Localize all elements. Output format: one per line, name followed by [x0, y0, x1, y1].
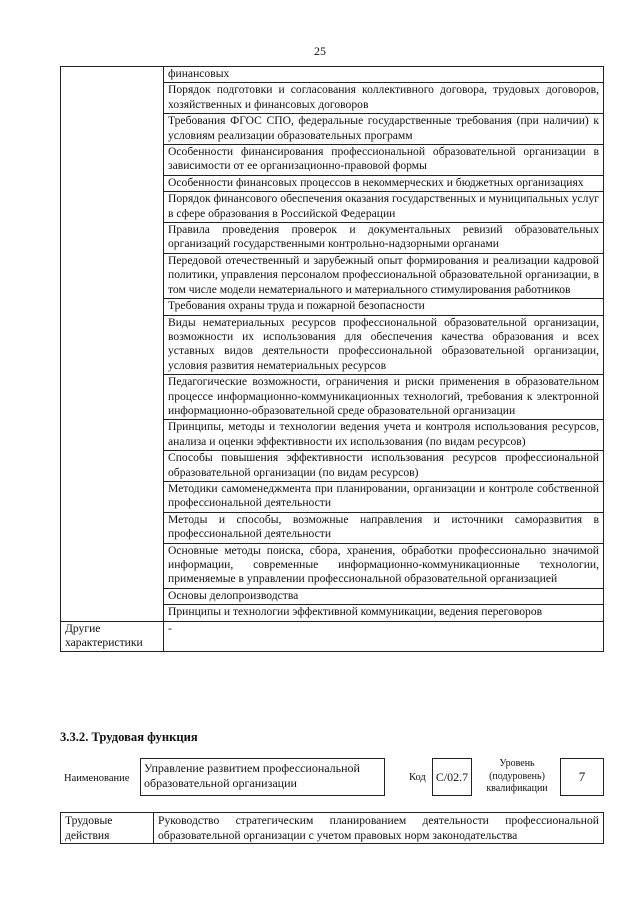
knowledge-item: Требования охраны труда и пожарной безопасности: [164, 299, 604, 315]
knowledge-item: Основы делопроизводства: [164, 588, 604, 604]
labor-action-item: Руководство стратегическим планированием деятельности профессиональной образовательной организации с учетом правовых норм законодательства: [154, 813, 604, 844]
knowledge-item: Виды нематериальных ресурсов профессиональной образовательной организации, возможности их использования для обеспечения качества образования и всех уставных видов деятельности профессиональной образовательной организации, условия развития нематериальных ресурсов: [164, 315, 604, 375]
table-row: [61, 813, 604, 844]
knowledge-item: Порядок финансового обеспечения оказания государственных и муниципальных услуг в сфере образования в Российской Федерации: [164, 192, 604, 223]
knowledge-item: Правила проведения проверок и документальных ревизий образовательных организаций государственными контрольно-надзорными органами: [164, 223, 604, 254]
knowledge-item: Требования ФГОС СПО, федеральные государственные требования (при наличии) к условиям реализации образовательных программ: [164, 114, 604, 145]
labor-function-header: [60, 758, 604, 798]
knowledge-item: Принципы, методы и технологии ведения учета и контроля использования ресурсов, анализа и оценки эффективности их использования (по видам ресурсов): [164, 420, 604, 451]
knowledge-item: Способы повышения эффективности использования ресурсов профессиональной образовательной организации (по видам ресурсов): [164, 451, 604, 482]
knowledge-item: Особенности финансирования профессиональной образовательной организации в зависимости от ее организационно-правовой формы: [164, 145, 604, 176]
knowledge-item: Педагогические возможности, ограничения и риски применения в образовательном процессе информационно-коммуникационных технологий, требования к электронной информационно-образовательной среде образовательной организации: [164, 375, 604, 420]
knowledge-item: Особенности финансовых процессов в некоммерческих и бюджетных организациях: [164, 175, 604, 191]
function-name-field: Управление развитием профессиональной образовательной организации: [140, 758, 385, 796]
knowledge-item: Порядок подготовки и согласования коллективного договора, трудовых договоров, хозяйственных и финансовых договоров: [164, 83, 604, 114]
table-row: [61, 621, 604, 652]
code-label: Код: [409, 772, 426, 783]
page-number: 25: [314, 44, 326, 58]
knowledge-item: Методики самоменеджмента при планировании, организации и контроле собственной профессиональной деятельности: [164, 481, 604, 512]
section-heading: 3.3.2. Трудовая функция: [60, 730, 198, 744]
code-field: C/02.7: [432, 758, 472, 796]
knowledge-table: [60, 66, 604, 652]
other-characteristics-label: Другие характеристики: [61, 621, 164, 652]
qualification-level-field: 7: [560, 758, 604, 796]
labor-actions-table: [60, 812, 604, 844]
knowledge-item: Основные методы поиска, сбора, хранения, обработки профессионально значимой информации, современные информационно-коммуникационные технологии, применяемые в управлении профессиональной образовательной организацией: [164, 543, 604, 588]
knowledge-item: Передовой отечественный и зарубежный опыт формирования и реализации кадровой политики, управления персоналом профессиональной образовательной организации, в том числе модели нематериального и материального стимулирования работников: [164, 253, 604, 298]
knowledge-label-cell: [61, 67, 164, 622]
knowledge-item: Методы и способы, возможные направления и источники саморазвития в профессиональной деятельности: [164, 512, 604, 543]
labor-actions-label: Трудовые действия: [61, 813, 154, 844]
table-row: [61, 67, 604, 83]
knowledge-item: Принципы и технологии эффективной коммуникации, ведения переговоров: [164, 605, 604, 621]
name-label: Наименование: [64, 773, 130, 784]
knowledge-item: финансовых: [164, 67, 604, 83]
other-characteristics-value: -: [164, 621, 604, 652]
qualification-level-label: Уровень (подуровень) квалификации: [486, 758, 548, 794]
